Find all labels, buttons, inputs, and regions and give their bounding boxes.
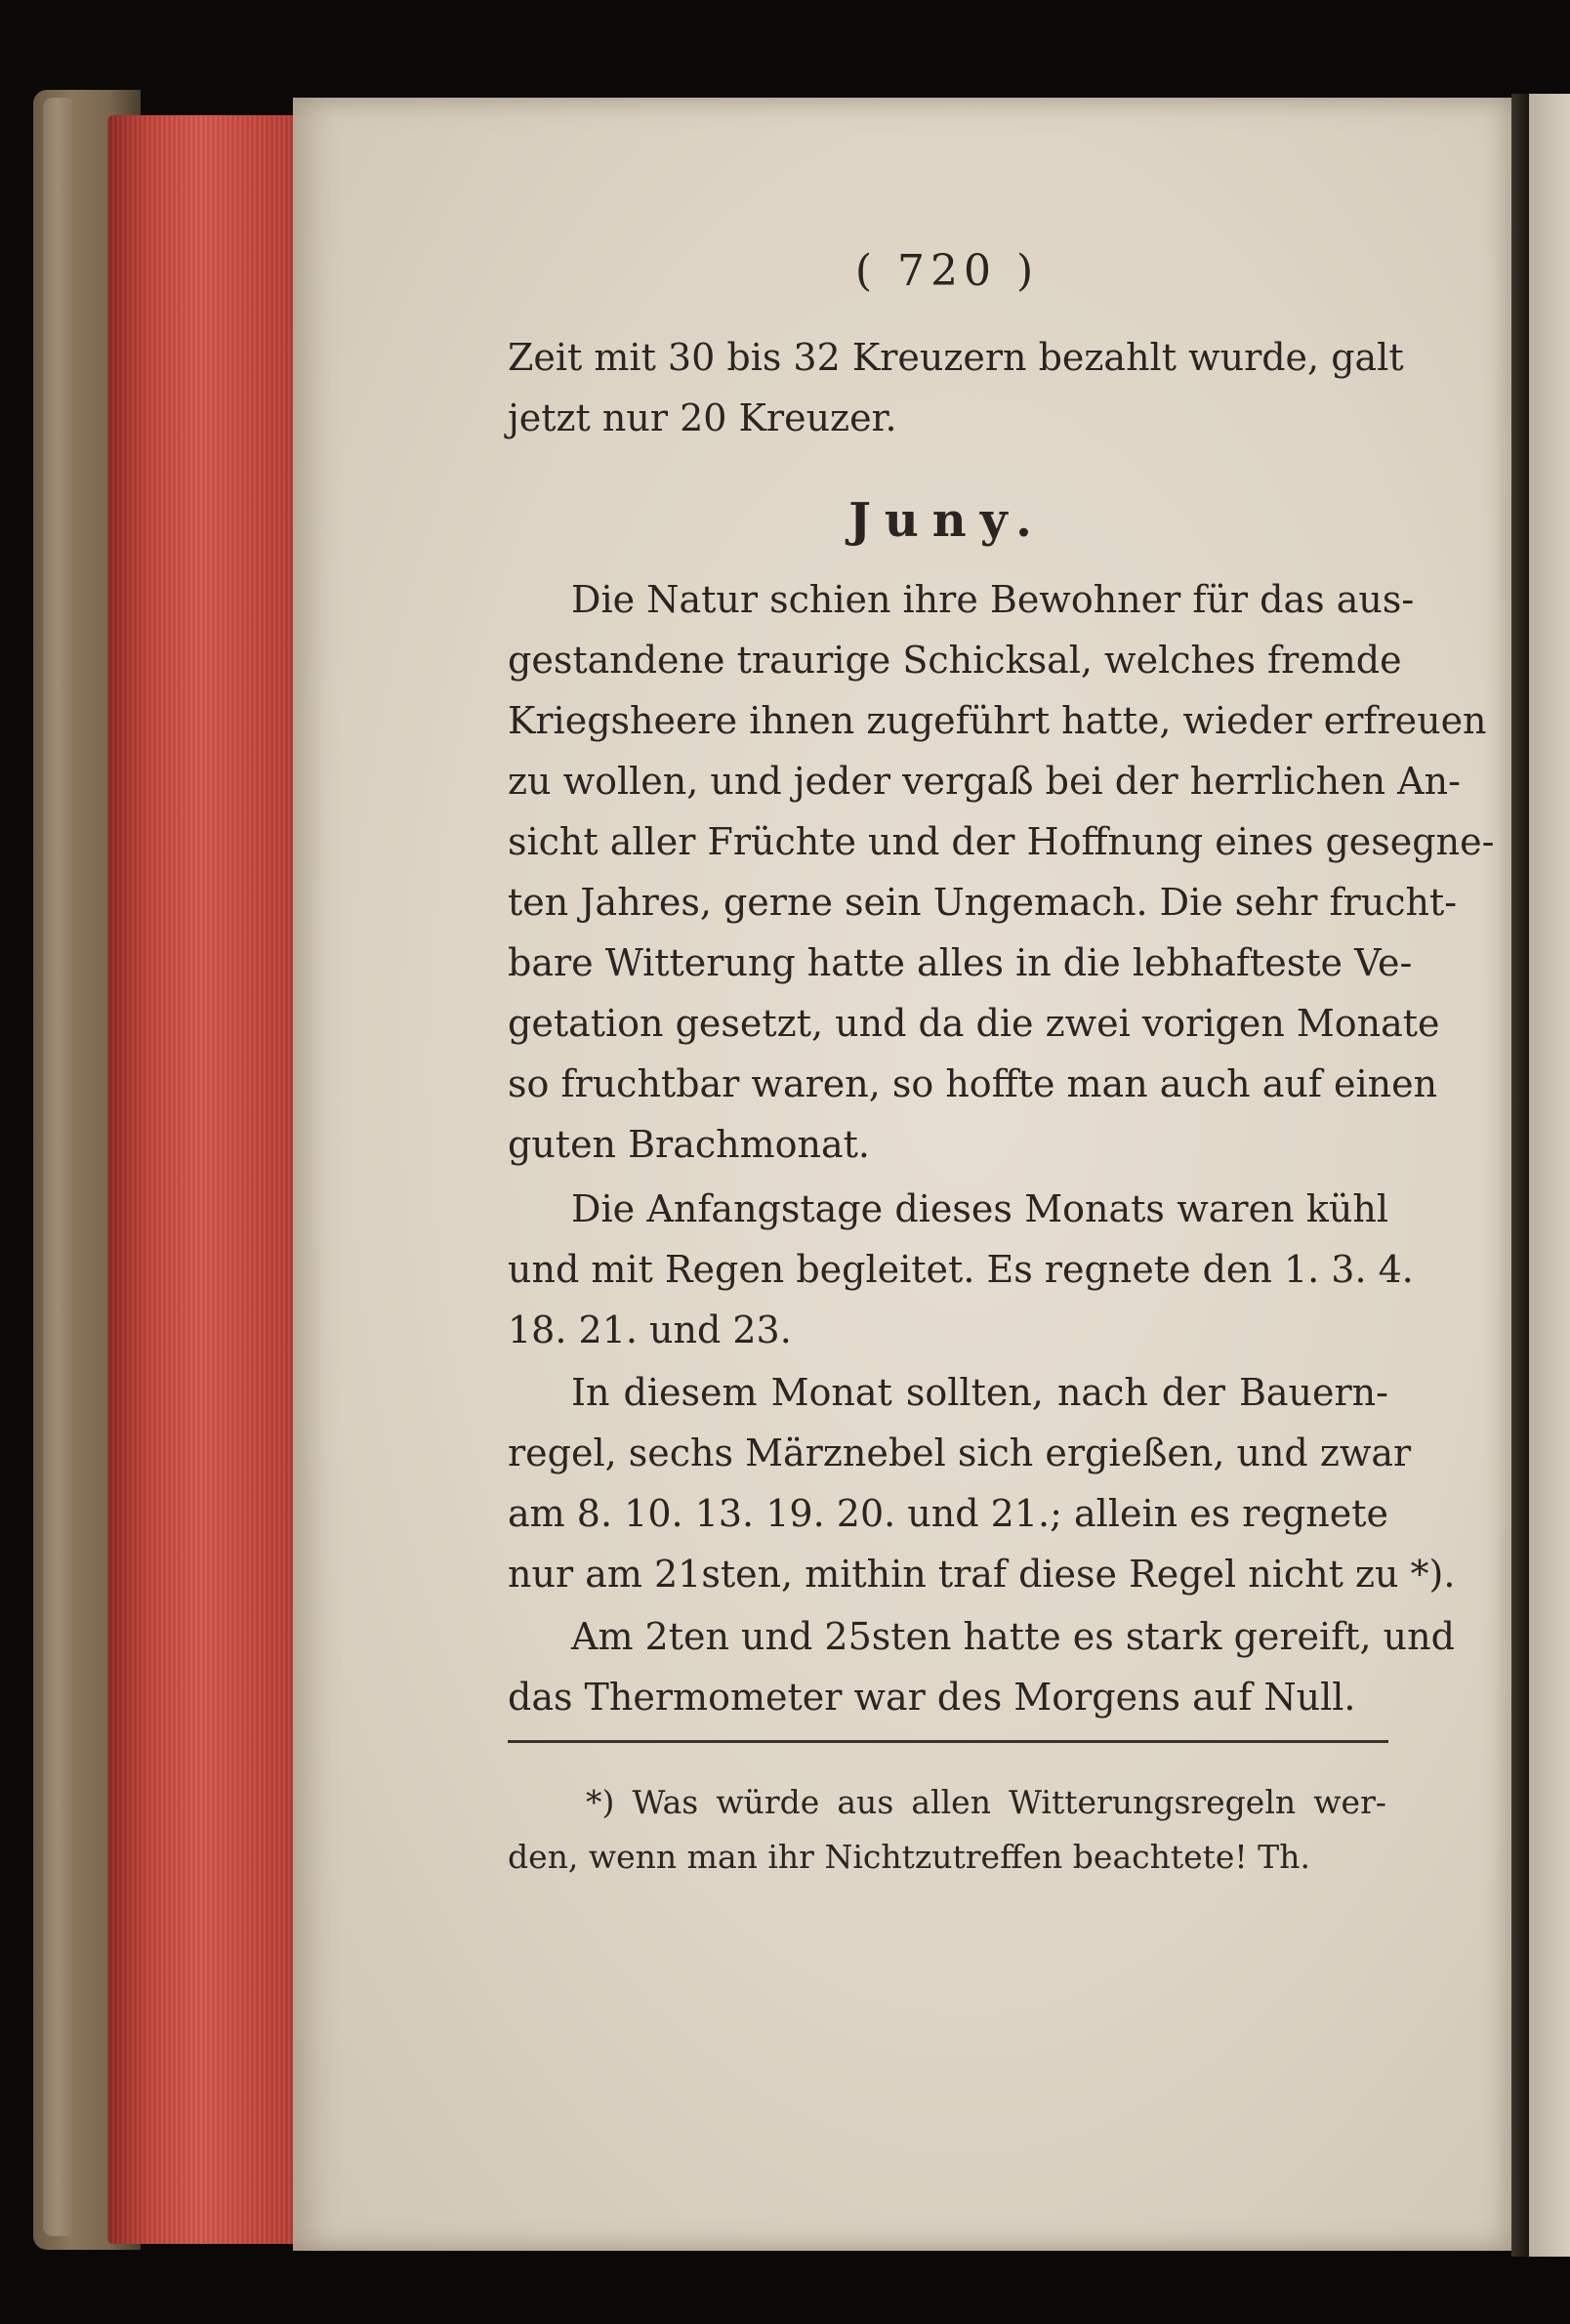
text-line: nur am 21sten, mithin traf diese Regel nicht zu *). (508, 1553, 1456, 1596)
text-line: das Thermometer war des Morgens auf Null. (508, 1676, 1356, 1719)
text-line: Die Anfangstage dieses Monats waren kühl (571, 1187, 1388, 1230)
footnote-line: *) Was würde aus allen Witterungsregeln wer- (586, 1783, 1386, 1821)
text-line: bare Witterung hatte alles in die lebhafteste Ve- (508, 941, 1413, 984)
red-page-edges (107, 115, 312, 2244)
text-line: guten Brachmonat. (508, 1123, 871, 1166)
text-line: Am 2ten und 25sten hatte es stark gereift, und (571, 1615, 1455, 1658)
text-line: gestandene traurige Schicksal, welches fremde (508, 639, 1402, 682)
text-line: Die Natur schien ihre Bewohner für das aus- (571, 578, 1415, 621)
cover-edge-highlight (43, 98, 72, 2236)
page-number: ( 720 ) (854, 246, 1040, 296)
text-line: Zeit mit 30 bis 32 Kreuzern bezahlt wurde, galt (508, 336, 1404, 379)
footnote-divider (508, 1740, 1388, 1743)
text-line: so fruchtbar waren, so hoffte man auch auf einen (508, 1062, 1438, 1105)
next-page-edge (1529, 94, 1570, 2257)
text-line: ten Jahres, gerne sein Ungemach. Die sehr frucht- (508, 881, 1458, 924)
text-line: 18. 21. und 23. (508, 1308, 792, 1351)
text-line: regel, sechs Märznebel sich ergießen, und zwar (508, 1432, 1412, 1474)
text-line: sicht aller Früchte und der Hoffnung eines gesegne- (508, 820, 1495, 863)
text-line: am 8. 10. 13. 19. 20. und 21.; allein es regnete (508, 1492, 1388, 1535)
text-line: Kriegsheere ihnen zugeführt hatte, wieder erfreuen (508, 699, 1487, 742)
book-gutter (1511, 94, 1531, 2257)
text-line: In diesem Monat sollten, nach der Bauern- (571, 1371, 1388, 1414)
text-line: und mit Regen begleitet. Es regnete den 1. 3. 4. (508, 1248, 1414, 1291)
footnote-line: den, wenn man ihr Nichtzutreffen beachtete! Th. (508, 1838, 1310, 1876)
text-line: getation gesetzt, und da die zwei vorigen Monate (508, 1002, 1440, 1045)
text-line: zu wollen, und jeder vergaß bei der herrlichen An- (508, 760, 1461, 803)
text-line: jetzt nur 20 Kreuzer. (508, 396, 897, 439)
section-heading: Juny. (848, 493, 1046, 548)
